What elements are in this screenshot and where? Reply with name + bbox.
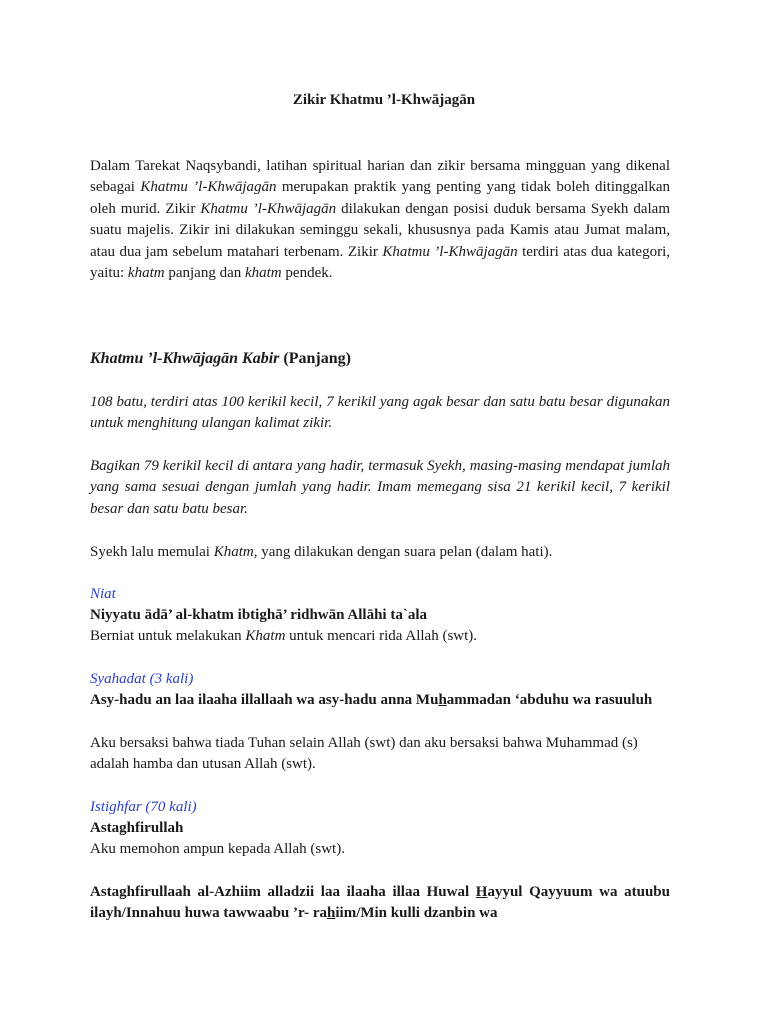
distribution-paragraph: Bagikan 79 kerikil kecil di antara yang hadir, termasuk Syekh, masing-masing mendapat jumlah yang sama sesuai dengan jumlah yang hadir. Imam memegang sisa 21 kerikil kecil, 7 kerikil besar dan satu batu besar. bbox=[90, 458, 670, 517]
syahadat-meaning: Aku bersaksi bahwa tiada Tuhan selain Allah (swt) dan aku bersaksi bahwa Muhammad (s) adalah hamba dan utusan Allah (swt). bbox=[90, 735, 638, 773]
istighfar-arabic: Astaghfirullah bbox=[90, 820, 184, 836]
section-heading: Khatmu ’l-Khwājagān Kabir (Panjang) bbox=[90, 350, 351, 367]
syahadat-arabic: Asy-hadu an laa ilaaha illallaah wa asy-hadu anna Muhammadan ‘abduhu wa rasuuluh bbox=[90, 692, 653, 708]
istighfar-long-arabic: Astaghfirullaah al-Azhiim alladzii laa ilaaha illaa Huwal Hayyul Qayyuum wa atuubu ilayh/Innahuu huwa tawwaabu ’r- rahiim/Min kulli dzanbin wa bbox=[90, 884, 670, 922]
syahadat-label: Syahadat (3 kali) bbox=[90, 671, 194, 687]
istighfar-label: Istighfar (70 kali) bbox=[90, 799, 197, 815]
niat-meaning: Berniat untuk melakukan Khatm untuk mencari rida Allah (swt). bbox=[90, 628, 478, 644]
niat-arabic: Niyyatu ādā’ al-khatm ibtighā’ ridhwān Allāhi ta`ala bbox=[90, 607, 427, 623]
stones-paragraph: 108 batu, terdiri atas 100 kerikil kecil, 7 kerikil yang agak besar dan satu batu besar digunakan untuk menghitung ulangan kalimat zikir. bbox=[90, 394, 670, 432]
istighfar-meaning: Aku memohon ampun kepada Allah (swt). bbox=[90, 841, 345, 857]
intro-paragraph: Dalam Tarekat Naqsybandi, latihan spiritual harian dan zikir bersama mingguan yang dikenal sebagai Khatmu ’l-Khwājagān merupakan praktik yang penting yang tidak boleh ditinggalkan oleh murid. Zikir Khatmu ’l-Khwājagān dilakukan dengan posisi duduk bersama Syekh dalam suatu majelis. Zikir ini dilakukan seminggu sekali, khususnya pada Kamis atau Jumat malam, atau dua jam sebelum matahari terbenam. Zikir Khatmu ’l-Khwājagān terdiri atas dua kategori, yaitu: khatm panjang dan khatm pendek. bbox=[90, 158, 670, 282]
document-title: Zikir Khatmu ’l-Khwājagān bbox=[292, 92, 476, 108]
niat-label: Niat bbox=[90, 586, 116, 602]
start-paragraph: Syekh lalu memulai Khatm, yang dilakukan dengan suara pelan (dalam hati). bbox=[90, 544, 553, 560]
